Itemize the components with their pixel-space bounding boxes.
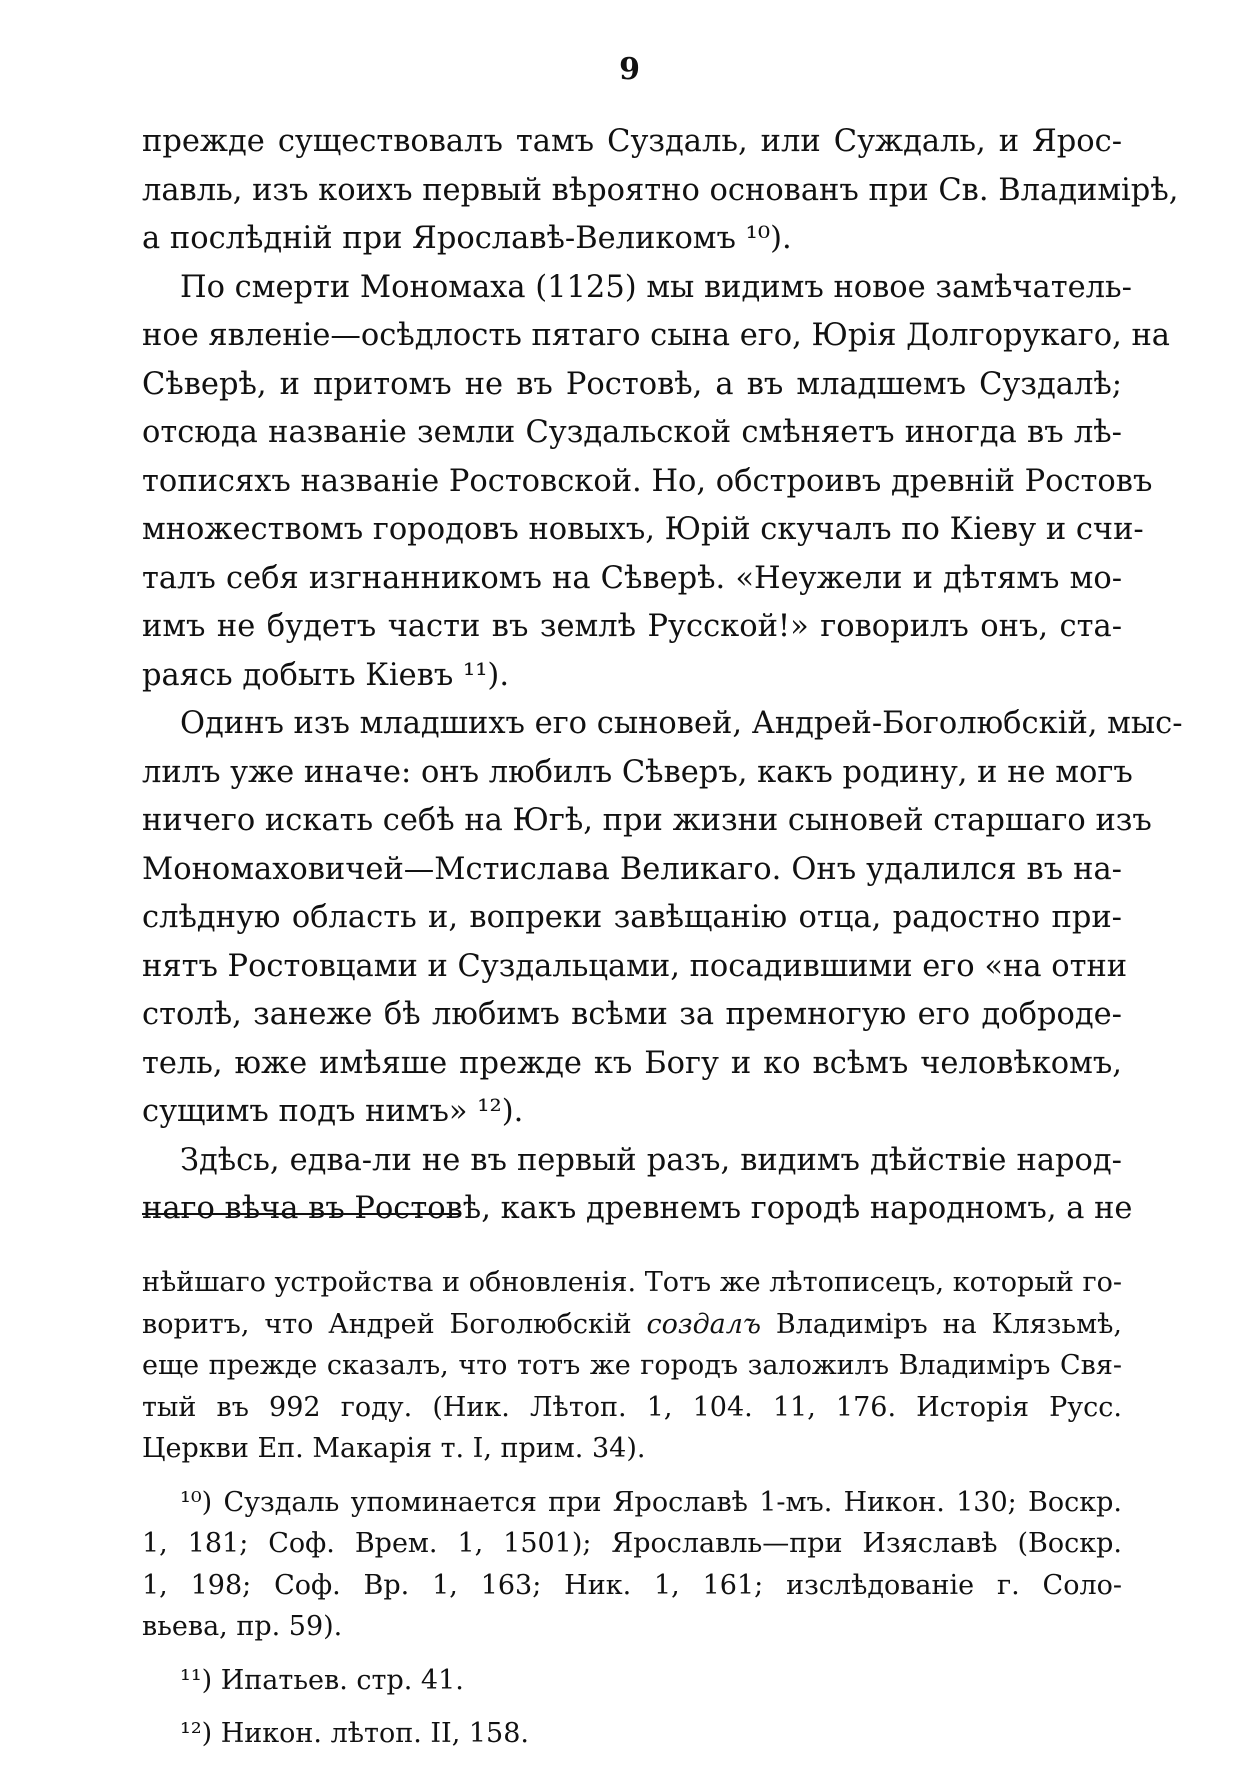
footnote-italic-term: создалъ [646, 1308, 761, 1340]
text-line: тописяхъ названіе Ростовской. Но, обстроивъ древній Ростовъ [142, 463, 1153, 499]
footnote-10-line: 1, 198; Соф. Вр. 1, 163; Ник. 1, 161; изслѣдованіе г. Соло- [142, 1569, 1122, 1601]
footnote-line: Церкви Еп. Макарія т. I, прим. 34). [142, 1433, 646, 1464]
text-line: прежде существовалъ тамъ Суздаль, или Суждаль, и Ярос- [142, 124, 1122, 159]
text-line: а послѣдній при Ярославѣ-Великомъ ¹⁰). [142, 221, 792, 256]
footnote-10-line: ¹⁰) Суздаль упоминается при Ярославѣ 1-мъ. Никон. 130; Воскр. [180, 1486, 1122, 1518]
text-line: имъ не будетъ части въ землѣ Русской!» говорилъ онъ, ста- [142, 609, 1122, 644]
text-line: отсюда названіе земли Суздальской смѣняетъ иногда въ лѣ- [142, 415, 1122, 450]
text-line: раясь добыть Кіевъ ¹¹). [142, 657, 510, 693]
text-line: множествомъ городовъ новыхъ, Юрій скучалъ по Кіеву и счи- [142, 512, 1144, 547]
paragraph-start-line: Здѣсь, едва-ли не въ первый разъ, видимъ дѣйствіе народ- [180, 1142, 1122, 1178]
text-line: талъ себя изгнанникомъ на Сѣверѣ. «Неужели и дѣтямъ мо- [142, 560, 1122, 596]
footnote-10-line: вьева, пр. 59). [142, 1611, 343, 1642]
footnote-10-line: 1, 181; Соф. Врем. 1, 1501); Ярославль—при Изяславѣ (Воскр. [142, 1528, 1122, 1559]
footnote-line [142, 1304, 1122, 1346]
text-line: сущимъ подъ нимъ» ¹²). [142, 1094, 524, 1129]
text-line: лилъ уже иначе: онъ любилъ Сѣверъ, какъ родину, и не могъ [142, 754, 1133, 790]
text-line: нятъ Ростовцами и Суздальцами, посадившими его «на отни [142, 948, 1128, 984]
text-line: столѣ, занеже бѣ любимъ всѣми за премногую его доброде- [142, 997, 1122, 1032]
text-line: наго вѣча въ Ростовѣ, какъ древнемъ городѣ народномъ, а не [142, 1191, 1133, 1226]
footnote-line: тый въ 992 году. (Ник. Лѣтоп. 1, 104. 11, 176. Исторія Русс. [142, 1391, 1122, 1423]
main-text [142, 118, 1183, 1234]
paragraph-start-line: По смерти Мономаха (1125) мы видимъ новое замѣчатель- [180, 269, 1132, 305]
page-number: 9 [619, 52, 640, 87]
text-line: ное явленіе—осѣдлость пятаго сына его, Юрія Долгорукаго, на [142, 318, 1170, 353]
footnote-line: нѣйшаго устройства и обновленія. Тотъ же лѣтописецъ, который го- [142, 1267, 1122, 1298]
text-line: слѣдную область и, вопреки завѣщанію отца, радостно при- [142, 900, 1122, 935]
paragraph-start-line: Одинъ изъ младшихъ его сыновей, Андрей-Боголюбскій, мыс- [180, 706, 1183, 741]
text-line: Сѣверѣ, и притомъ не въ Ростовѣ, а въ младшемъ Суздалѣ; [142, 366, 1122, 402]
footnote-11: ¹¹) Ипатьев. стр. 41. [180, 1664, 464, 1696]
footnote-segment: воритъ, что Андрей Боголюбскій [142, 1308, 632, 1340]
footnote-segment: Владиміръ на Клязьмѣ, [775, 1308, 1122, 1340]
text-line: лавль, изъ коихъ первый вѣроятно основанъ при Св. Владимірѣ, [142, 172, 1179, 208]
text-line: ничего искать себѣ на Югѣ, при жизни сыновей старшаго изъ [142, 803, 1152, 838]
text-line: Мономаховичей—Мстислава Великаго. Онъ удалился въ на- [142, 851, 1122, 887]
footnotes [142, 1262, 1122, 1755]
footnote-divider [142, 1213, 460, 1215]
footnote-12: ¹²) Никон. лѣтоп. II, 158. [180, 1718, 529, 1749]
text-line: тель, юже имѣяше прежде къ Богу и ко всѣмъ человѣкомъ, [142, 1045, 1122, 1081]
footnote-line: еще прежде сказалъ, что тотъ же городъ заложилъ Владиміръ Свя- [142, 1350, 1122, 1381]
